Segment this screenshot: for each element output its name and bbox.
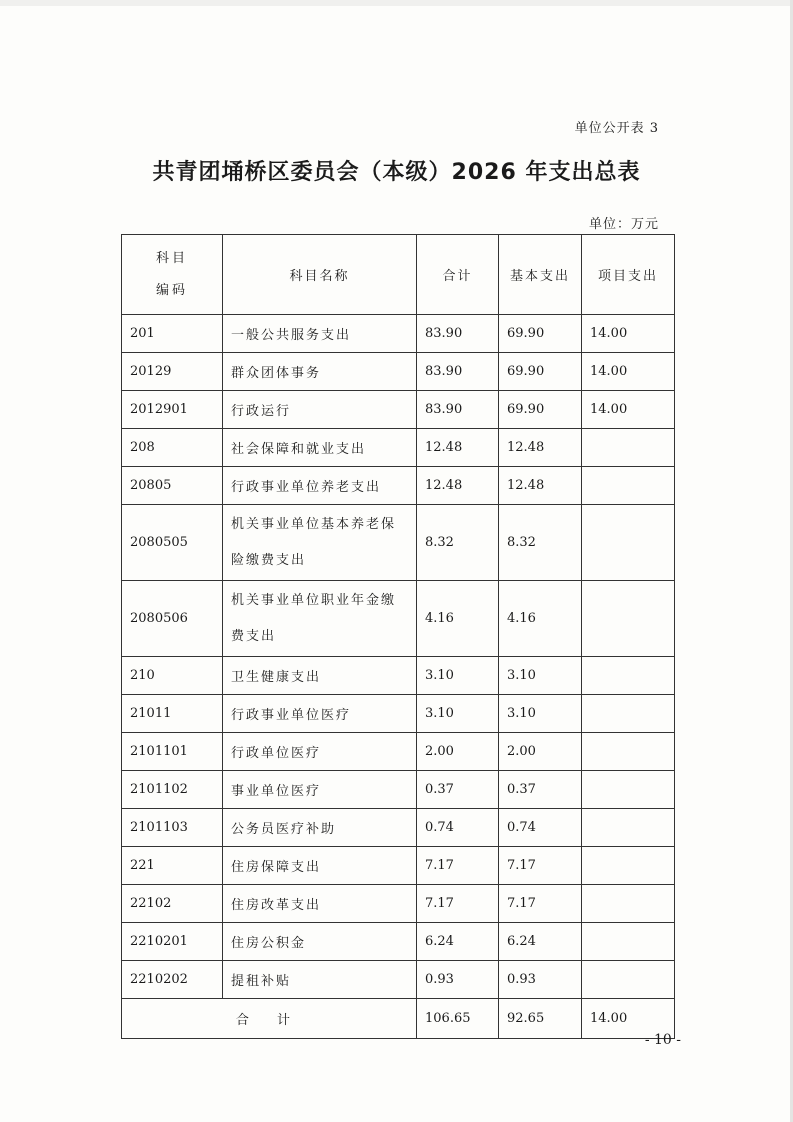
row-project <box>582 809 675 847</box>
row-name: 公务员医疗补助 <box>223 809 417 847</box>
row-basic: 69.90 <box>499 391 582 429</box>
row-name: 提租补贴 <box>223 961 417 999</box>
table-row <box>122 315 675 353</box>
header-project: 项目支出 <box>582 235 675 315</box>
row-code: 2080505 <box>122 505 223 581</box>
row-project <box>582 885 675 923</box>
row-total: 0.37 <box>417 771 499 809</box>
row-basic: 6.24 <box>499 923 582 961</box>
row-basic: 69.90 <box>499 353 582 391</box>
row-name: 住房改革支出 <box>223 885 417 923</box>
row-project <box>582 581 675 657</box>
row-project <box>582 429 675 467</box>
row-total: 0.74 <box>417 809 499 847</box>
row-total: 7.17 <box>417 847 499 885</box>
table-row <box>122 353 675 391</box>
row-name: 行政事业单位养老支出 <box>223 467 417 505</box>
row-code: 2210201 <box>122 923 223 961</box>
row-code: 221 <box>122 847 223 885</box>
row-name: 机关事业单位职业年金缴费支出 <box>223 581 417 657</box>
row-code: 2210202 <box>122 961 223 999</box>
total-project: 14.00 <box>582 999 675 1039</box>
row-code: 2012901 <box>122 391 223 429</box>
row-project: 14.00 <box>582 315 675 353</box>
unit-label: 单位：万元 <box>588 217 659 232</box>
table-row <box>122 847 675 885</box>
row-total: 3.10 <box>417 695 499 733</box>
row-project <box>582 467 675 505</box>
total-row <box>122 999 675 1039</box>
row-code: 21011 <box>122 695 223 733</box>
header-basic: 基本支出 <box>499 235 582 315</box>
table-header-row <box>122 235 675 315</box>
row-code: 2101102 <box>122 771 223 809</box>
header-code-line1: 科目 <box>155 250 188 266</box>
row-name: 社会保障和就业支出 <box>223 429 417 467</box>
row-project: 14.00 <box>582 391 675 429</box>
row-basic: 3.10 <box>499 657 582 695</box>
row-total: 8.32 <box>417 505 499 581</box>
row-name: 行政运行 <box>223 391 417 429</box>
row-basic: 2.00 <box>499 733 582 771</box>
row-basic: 7.17 <box>499 847 582 885</box>
header-code <box>122 235 223 315</box>
row-basic: 0.93 <box>499 961 582 999</box>
row-project <box>582 961 675 999</box>
row-basic: 12.48 <box>499 467 582 505</box>
table-row <box>122 961 675 999</box>
row-project <box>582 695 675 733</box>
table-row <box>122 391 675 429</box>
row-name: 行政事业单位医疗 <box>223 695 417 733</box>
row-total: 12.48 <box>417 467 499 505</box>
table-row <box>122 429 675 467</box>
page-title: 共青团埇桥区委员会（本级）2026 年支出总表 <box>152 160 641 185</box>
row-code: 208 <box>122 429 223 467</box>
header-name: 科目名称 <box>223 235 417 315</box>
row-name: 一般公共服务支出 <box>223 315 417 353</box>
row-project <box>582 771 675 809</box>
expenditure-table <box>121 234 675 1039</box>
table-row <box>122 771 675 809</box>
row-project <box>582 657 675 695</box>
row-total: 4.16 <box>417 581 499 657</box>
header-total: 合计 <box>417 235 499 315</box>
row-total: 0.93 <box>417 961 499 999</box>
row-code: 210 <box>122 657 223 695</box>
row-name: 机关事业单位基本养老保险缴费支出 <box>223 505 417 581</box>
row-basic: 0.74 <box>499 809 582 847</box>
row-code: 22102 <box>122 885 223 923</box>
row-basic: 4.16 <box>499 581 582 657</box>
total-total: 106.65 <box>417 999 499 1039</box>
row-total: 3.10 <box>417 657 499 695</box>
row-project <box>582 733 675 771</box>
row-basic: 8.32 <box>499 505 582 581</box>
row-code: 2101103 <box>122 809 223 847</box>
row-total: 83.90 <box>417 315 499 353</box>
row-project <box>582 923 675 961</box>
row-total: 12.48 <box>417 429 499 467</box>
row-total: 2.00 <box>417 733 499 771</box>
table-row <box>122 467 675 505</box>
table-row <box>122 695 675 733</box>
row-total: 83.90 <box>417 391 499 429</box>
table-label: 单位公开表 3 <box>574 121 659 136</box>
row-name: 群众团体事务 <box>223 353 417 391</box>
header-code-line2: 编码 <box>155 282 188 298</box>
row-project <box>582 505 675 581</box>
row-basic: 0.37 <box>499 771 582 809</box>
table-row <box>122 885 675 923</box>
table-row <box>122 923 675 961</box>
row-code: 20805 <box>122 467 223 505</box>
table-row <box>122 809 675 847</box>
row-project: 14.00 <box>582 353 675 391</box>
table-row <box>122 733 675 771</box>
total-label: 合 计 <box>122 999 417 1039</box>
row-name: 住房公积金 <box>223 923 417 961</box>
row-name: 住房保障支出 <box>223 847 417 885</box>
row-total: 83.90 <box>417 353 499 391</box>
page-number: - 10 - <box>644 1032 681 1048</box>
table-row <box>122 505 675 581</box>
row-code: 2080506 <box>122 581 223 657</box>
page-top-edge <box>0 0 793 6</box>
row-name: 事业单位医疗 <box>223 771 417 809</box>
row-code: 2101101 <box>122 733 223 771</box>
row-name: 卫生健康支出 <box>223 657 417 695</box>
row-basic: 69.90 <box>499 315 582 353</box>
table-row <box>122 657 675 695</box>
row-basic: 3.10 <box>499 695 582 733</box>
row-code: 201 <box>122 315 223 353</box>
row-project <box>582 847 675 885</box>
row-total: 7.17 <box>417 885 499 923</box>
row-total: 6.24 <box>417 923 499 961</box>
row-code: 20129 <box>122 353 223 391</box>
row-basic: 12.48 <box>499 429 582 467</box>
row-basic: 7.17 <box>499 885 582 923</box>
row-name: 行政单位医疗 <box>223 733 417 771</box>
total-basic: 92.65 <box>499 999 582 1039</box>
table-row <box>122 581 675 657</box>
